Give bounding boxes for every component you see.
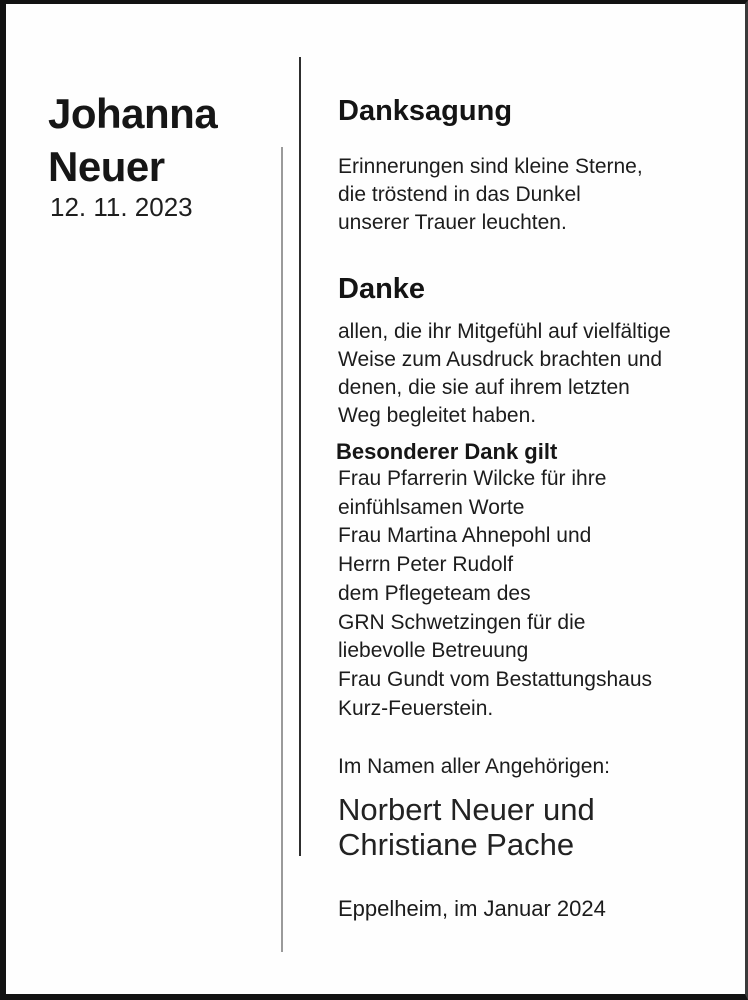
deceased-death-date: 12. 11. 2023 xyxy=(50,192,193,222)
family-name-line: Norbert Neuer und xyxy=(338,792,595,827)
deceased-name-line1: Johanna xyxy=(48,90,218,137)
special-thanks-line: einfühlsamen Worte xyxy=(338,495,525,519)
danke-line: Weise zum Ausdruck brachten und xyxy=(338,348,663,371)
deceased-name-line2: Neuer xyxy=(48,143,165,190)
special-thanks-line: Frau Pfarrerin Wilcke für ihre xyxy=(338,467,607,490)
closing-line: Im Namen aller Angehörigen: xyxy=(338,755,610,778)
page-title: Danksagung xyxy=(338,95,513,127)
epigraph xyxy=(338,153,643,237)
special-thanks-line: Frau Gundt vom Bestattungshaus xyxy=(338,667,653,691)
special-thanks-line: liebevolle Betreuung xyxy=(338,639,529,663)
special-thanks-line: dem Pflegeteam des xyxy=(338,581,531,605)
place-and-date: Eppelheim, im Januar 2024 xyxy=(338,896,606,921)
special-thanks-line: Frau Martina Ahnepohl und xyxy=(338,524,592,548)
special-thanks-line: Kurz-Feuerstein. xyxy=(338,696,494,720)
column-divider-light xyxy=(281,147,283,952)
special-thanks-list xyxy=(338,465,652,723)
epigraph-line: die tröstend in das Dunkel xyxy=(338,183,581,206)
special-thanks-line: GRN Schwetzingen für die xyxy=(338,610,586,634)
family-name-line: Christiane Pache xyxy=(338,827,575,862)
column-divider-dark xyxy=(299,57,301,856)
special-thanks-heading: Besonderer Dank gilt xyxy=(336,439,558,464)
danke-line: allen, die ihr Mitgefühl auf vielfältige xyxy=(338,320,671,343)
danke-paragraph xyxy=(338,318,671,430)
danke-heading: Danke xyxy=(338,273,426,305)
deceased-name xyxy=(48,87,217,193)
family-names xyxy=(338,792,595,862)
epigraph-line: unserer Trauer leuchten. xyxy=(338,211,567,234)
special-thanks-line: Herrn Peter Rudolf xyxy=(338,553,514,577)
danke-line: denen, die sie auf ihrem letzten xyxy=(338,376,630,399)
epigraph-line: Erinnerungen sind kleine Sterne, xyxy=(338,155,643,178)
danke-line: Weg begleitet haben. xyxy=(338,404,537,427)
